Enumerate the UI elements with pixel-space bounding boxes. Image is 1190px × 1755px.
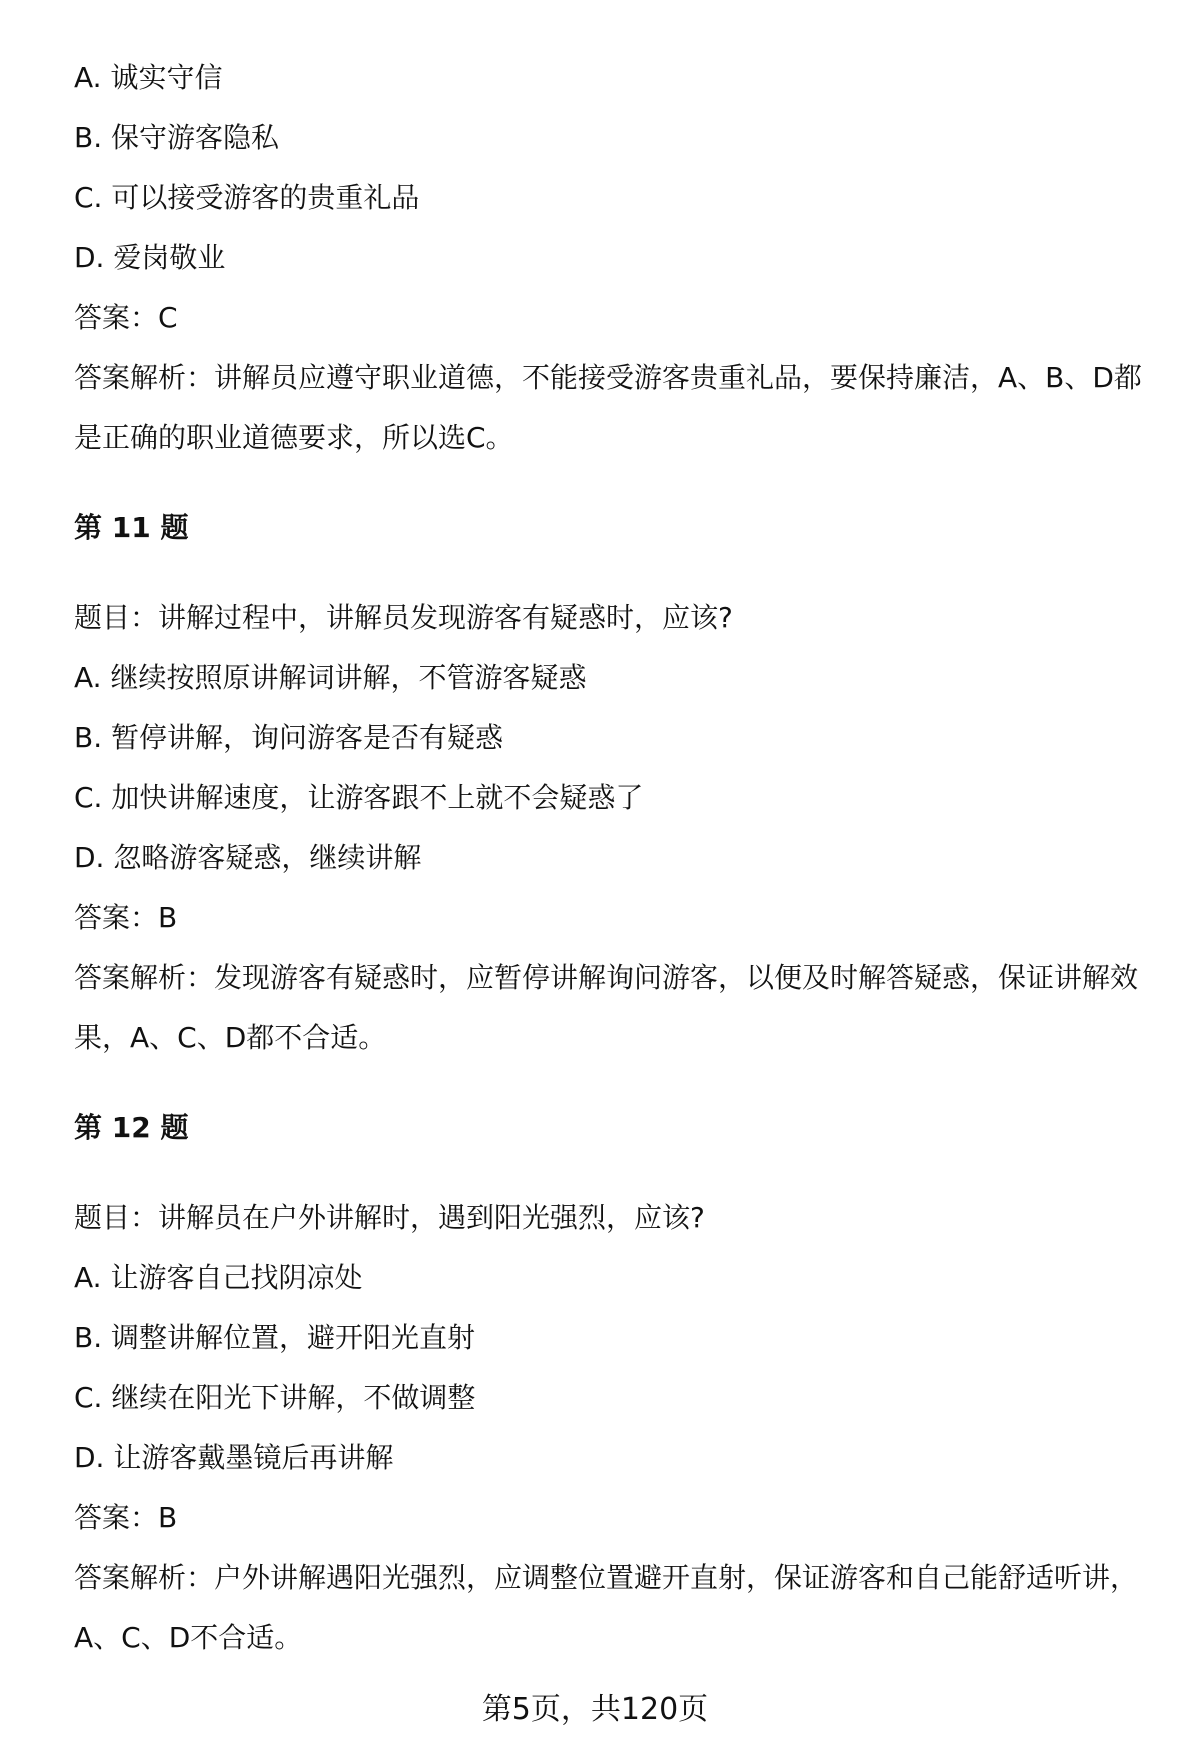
page-number: 第5页，共120页: [481, 1692, 709, 1727]
question-12: [74, 1068, 1164, 1668]
page-content: [74, 48, 1164, 1668]
question-10-tail: [74, 48, 1164, 468]
question-prompt: 题目：讲解员在户外讲解时，遇到阳光强烈，应该?: [74, 1201, 705, 1234]
option-b: B. 调整讲解位置，避开阳光直射: [74, 1321, 476, 1354]
option-d: D. 爱岗敬业: [74, 241, 226, 274]
option-c: C. 继续在阳光下讲解，不做调整: [74, 1381, 476, 1414]
option-a: A. 诚实守信: [74, 61, 223, 94]
option-d: D. 让游客戴墨镜后再讲解: [74, 1441, 394, 1474]
option-b: B. 暂停讲解，询问游客是否有疑惑: [74, 721, 504, 754]
question-prompt: 题目：讲解过程中，讲解员发现游客有疑惑时，应该?: [74, 601, 733, 634]
question-heading: 第 11 题: [74, 511, 189, 544]
answer-explanation: 答案解析：户外讲解遇阳光强烈，应调整位置避开直射，保证游客和自己能舒适听讲，A、C、D不合适。: [74, 1561, 1139, 1654]
answer: 答案：B: [74, 901, 178, 934]
answer-explanation: 答案解析：讲解员应遵守职业道德，不能接受游客贵重礼品，要保持廉洁，A、B、D都是正确的职业道德要求，所以选C。: [74, 361, 1142, 454]
option-a: A. 继续按照原讲解词讲解，不管游客疑惑: [74, 661, 587, 694]
option-a: A. 让游客自己找阴凉处: [74, 1261, 363, 1294]
answer-explanation: 答案解析：发现游客有疑惑时，应暂停讲解询问游客，以便及时解答疑惑，保证讲解效果，A、C、D都不合适。: [74, 961, 1139, 1054]
answer: 答案：B: [74, 1501, 178, 1534]
option-d: D. 忽略游客疑惑，继续讲解: [74, 841, 422, 874]
option-c: C. 加快讲解速度，让游客跟不上就不会疑惑了: [74, 781, 644, 814]
option-b: B. 保守游客隐私: [74, 121, 280, 154]
question-heading: 第 12 题: [74, 1111, 189, 1144]
question-11: [74, 468, 1164, 1068]
option-c: C. 可以接受游客的贵重礼品: [74, 181, 420, 214]
answer: 答案：C: [74, 301, 178, 334]
